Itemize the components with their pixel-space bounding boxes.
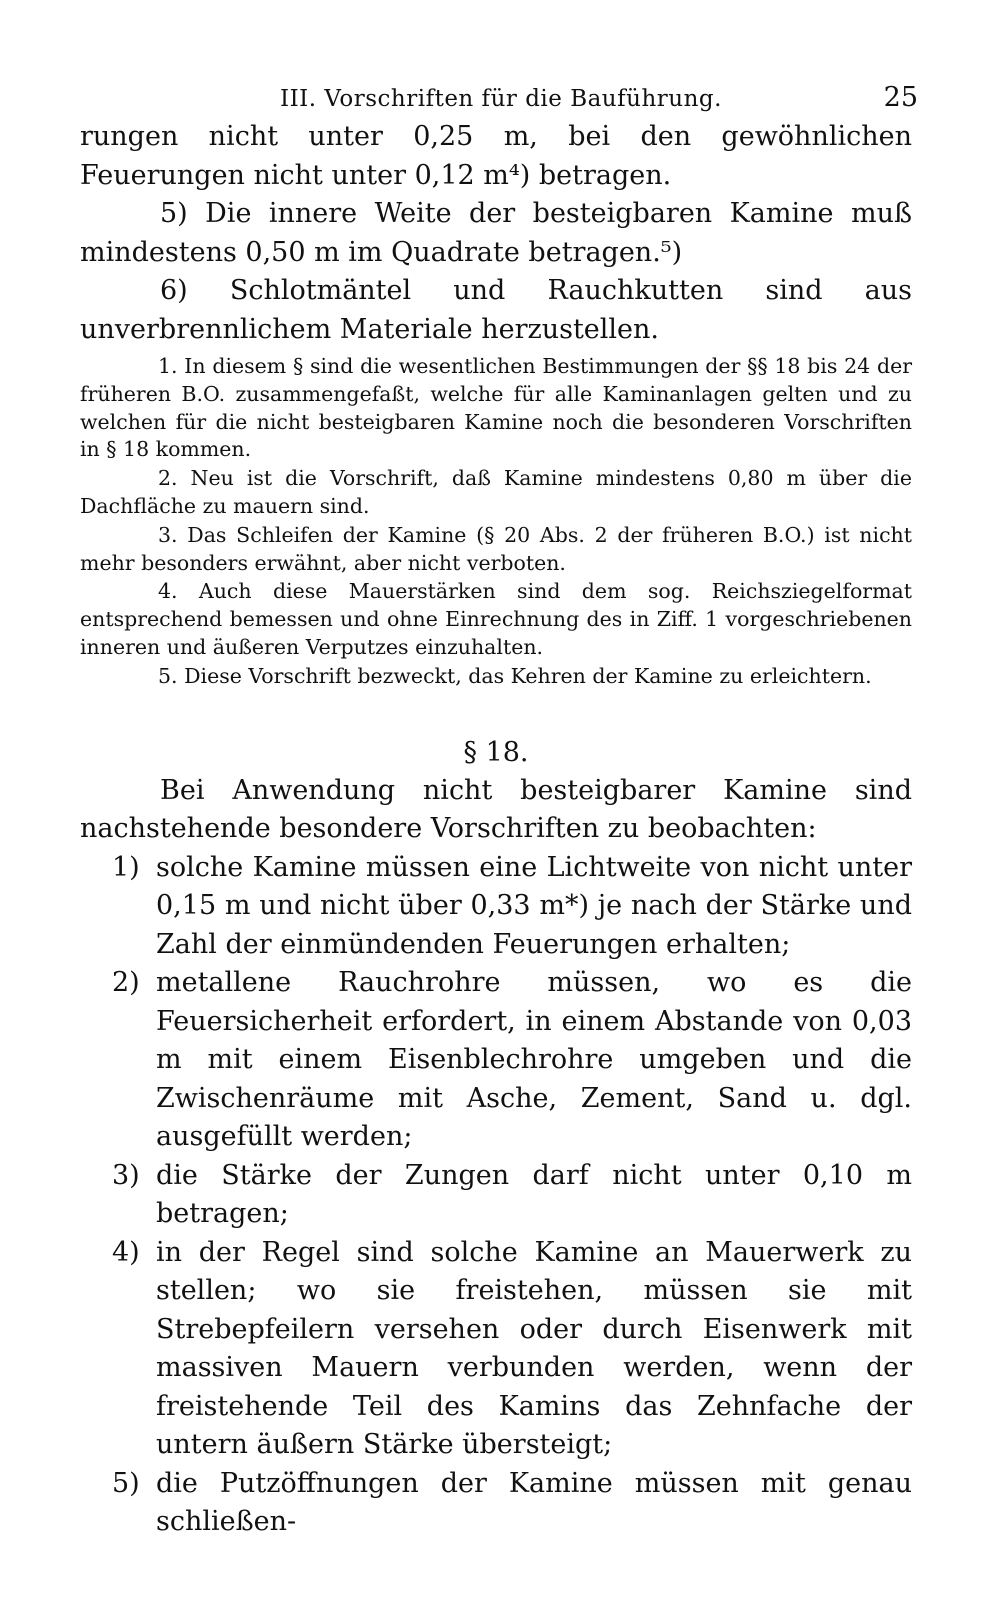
item-text: in der Regel sind solche Kamine an Mauerwerk zu stellen; wo sie freistehen, müssen sie mit Strebepfeilern versehen oder durch Eisenwerk mit massiven Mauern verbunden werden, wenn der freistehende Teil des Kamins das Zehnfache der untern äußern Stärke übersteigt; bbox=[156, 1236, 912, 1461]
list-item bbox=[80, 849, 912, 965]
provision-list bbox=[80, 849, 912, 1542]
item-text: die Putzöffnungen der Kamine müssen mit genau schließen- bbox=[156, 1467, 912, 1538]
item-label: 3) bbox=[112, 1159, 140, 1191]
item-label: 5) bbox=[112, 1467, 140, 1499]
list-item bbox=[80, 1157, 912, 1234]
section-heading: § 18. bbox=[463, 736, 529, 768]
footnote-1: 1. In diesem § sind die wesentlichen Bestimmungen der §§ 18 bis 24 der früheren B.O. zusammengefaßt, welche für alle Kaminanlagen gelten und zu welchen für die nicht besteigbaren Kamine noch die besonderen Vorschriften in § 18 kommen. bbox=[80, 354, 912, 462]
running-header bbox=[80, 0, 918, 118]
item-label: 2) bbox=[112, 967, 140, 999]
item-label: 1) bbox=[112, 851, 140, 883]
page-number: 25 bbox=[883, 82, 918, 113]
footnotes bbox=[80, 353, 912, 691]
paragraph-6: 6) Schlotmäntel und Rauchkutten sind aus unverbrennlichem Materiale herzustellen. bbox=[80, 275, 912, 345]
footnote-5: 5. Diese Vorschrift bezweckt, das Kehren der Kamine zu erleichtern. bbox=[158, 663, 872, 688]
footnote-4: 4. Auch diese Mauerstärken sind dem sog. Reichsziegelformat entsprechend bemessen und ohne Einrechnung des in Ziff. 1 vorgeschriebenen inneren und äußeren Verputzes einzuhalten. bbox=[80, 579, 912, 659]
item-label: 4) bbox=[112, 1236, 140, 1268]
footnote-2: 2. Neu ist die Vorschrift, daß Kamine mindestens 0,80 m über die Dachfläche zu mauern sind. bbox=[80, 466, 912, 518]
item-text: solche Kamine müssen eine Lichtweite von nicht unter 0,15 m und nicht über 0,33 m*) je nach der Stärke und Zahl der einmündenden Feuerungen erhalten; bbox=[156, 851, 912, 960]
main-text bbox=[80, 118, 912, 349]
paragraph-5: 5) Die innere Weite der besteigbaren Kamine muß mindestens 0,50 m im Quadrate betragen.⁵) bbox=[80, 198, 912, 268]
list-item bbox=[80, 964, 912, 1157]
list-item bbox=[80, 1234, 912, 1465]
paragraph-continuation: rungen nicht unter 0,25 m, bei den gewöhnlichen Feuerungen nicht unter 0,12 m⁴) betragen. bbox=[80, 121, 912, 191]
running-title: III. Vorschriften für die Bauführung. bbox=[280, 86, 722, 112]
footnote-3: 3. Das Schleifen der Kamine (§ 20 Abs. 2 der früheren B.O.) ist nicht mehr besonders erwähnt, aber nicht verboten. bbox=[80, 522, 912, 575]
section-intro: Bei Anwendung nicht besteigbarer Kamine sind nachstehende besondere Vorschriften zu beobachten: bbox=[80, 774, 912, 845]
item-text: die Stärke der Zungen darf nicht unter 0,10 m betragen; bbox=[156, 1159, 912, 1230]
section-body bbox=[80, 772, 912, 1542]
list-item bbox=[80, 1465, 912, 1542]
item-text: metallene Rauchrohre müssen, wo es die Feuersicherheit erfordert, in einem Abstande von 0,03 m mit einem Eisenblechrohre umgeben und die Zwischenräume mit Asche, Zement, Sand u. dgl. ausgefüllt werden; bbox=[156, 967, 912, 1153]
